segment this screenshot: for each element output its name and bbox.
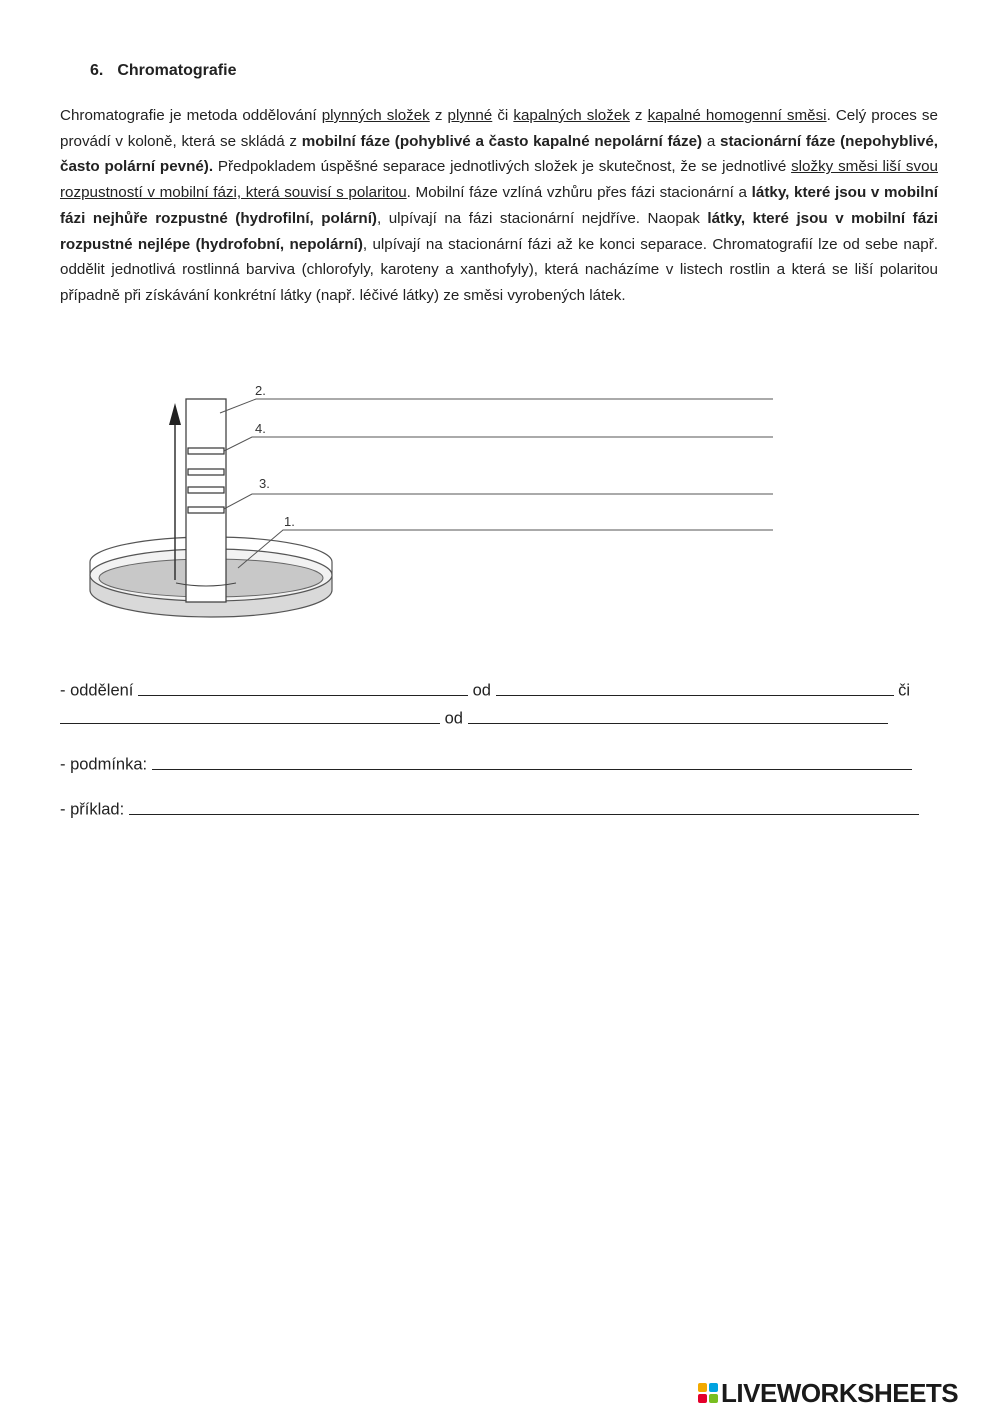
logo-square <box>709 1394 718 1403</box>
underlined-term: kapalných složek <box>513 107 630 124</box>
exercise-row-condition <box>60 752 912 775</box>
exercise-row-2 <box>60 706 888 729</box>
intro-paragraph <box>60 103 938 309</box>
label-3: 3. <box>259 476 270 491</box>
row-connector: či <box>898 681 911 700</box>
underlined-term: plynných složek <box>321 107 430 124</box>
row-connector: od <box>472 681 491 700</box>
section-number: 6. <box>90 62 104 79</box>
answer-blank[interactable] <box>152 752 912 770</box>
logo-square <box>698 1383 707 1392</box>
pigment-band <box>188 469 224 475</box>
text-run: či <box>492 107 514 124</box>
logo-square <box>709 1383 718 1392</box>
answer-blank[interactable] <box>138 678 468 696</box>
answer-blank[interactable] <box>60 706 440 724</box>
pigment-band <box>188 507 224 513</box>
underlined-term: složky směsi liší svou rozpustností v mobilní fázi, která souvisí s polaritou <box>60 158 938 202</box>
label-1: 1. <box>284 514 295 529</box>
pigment-band <box>188 448 224 454</box>
row-label: - podmínka: <box>60 755 148 774</box>
text-run: , ulpívají na stacionární fázi až ke konci separace. Chromatografií lze od sebe např. oddělit jednotlivá rostlinná barviva (chlorofyly, karoteny a xanthofyly), která nacházíme v listech rostlin a která se liší polaritou případně při získávání konkrétní látky (např. léčivé látky) ze směsi vyrobených látek. <box>60 235 938 304</box>
answer-blank[interactable] <box>129 797 919 815</box>
bold-term: stacionární fáze (nepohyblivé, často polární pevné). <box>60 132 938 176</box>
section-heading <box>90 62 236 80</box>
text-run: z <box>629 107 648 124</box>
text-run: , ulpívají na fázi stacionární nejdříve. Naopak <box>376 209 708 227</box>
logo-mark-icon <box>698 1383 718 1403</box>
text-run: a <box>702 132 721 150</box>
text-run: . Mobilní fáze vzlíná vzhůru přes fázi stacionární a <box>406 184 752 202</box>
bold-term: mobilní fáze (pohyblivé a často kapalné nepolární fáze) <box>301 132 703 150</box>
label-4: 4. <box>255 421 266 436</box>
exercise-row-example <box>60 797 919 820</box>
answer-blank[interactable] <box>496 678 894 696</box>
text-run: . Celý proces se provádí v koloně, která se skládá z <box>60 107 938 150</box>
answer-blank[interactable] <box>468 706 888 724</box>
row-label: - oddělení <box>60 681 134 700</box>
pigment-band <box>188 487 224 493</box>
label-2: 2. <box>255 383 266 398</box>
leader-lines <box>220 399 773 568</box>
underlined-term: plynné <box>447 107 493 124</box>
liveworksheets-logo <box>698 1377 959 1408</box>
text-run: z <box>429 107 448 124</box>
exercise-row-1 <box>60 678 910 701</box>
bold-term: látky, které jsou v mobilní fázi rozpustné nejlépe (hydrofobní, nepolární) <box>60 209 938 253</box>
logo-text: LIVEWORKSHEETS <box>721 1377 959 1408</box>
chromatography-diagram <box>80 375 800 625</box>
underlined-term: kapalné homogenní směsi <box>647 107 827 124</box>
logo-square <box>698 1394 707 1403</box>
text-run: Chromatografie je metoda oddělování <box>60 107 322 124</box>
row-connector: od <box>444 709 463 728</box>
section-title: Chromatografie <box>117 62 237 79</box>
row-label: - příklad: <box>60 800 125 819</box>
bold-term: látky, které jsou v mobilní fázi nejhůře rozpustné (hydrofilní, polární) <box>60 184 938 227</box>
text-run: Předpokladem úspěšné separace jednotlivých složek je skutečnost, že se jednotlivé <box>213 158 792 176</box>
